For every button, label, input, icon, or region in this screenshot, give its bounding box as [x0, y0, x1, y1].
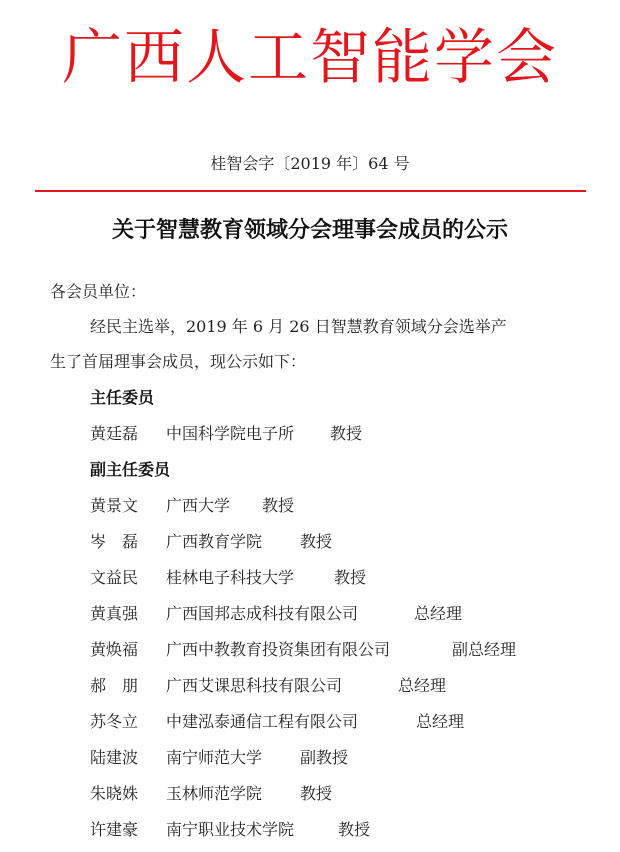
member-organization: 中建泓泰通信工程有限公司 [166, 712, 359, 731]
member-title: 教授 [338, 820, 371, 839]
member-organization: 广西艾课思科技有限公司 [166, 676, 343, 695]
member-organization: 桂林电子科技大学 [166, 568, 295, 587]
member-organization: 广西教育学院 [166, 532, 263, 551]
intro-paragraph-line-2: 生了首届理事会成员，现公示如下： [50, 352, 307, 371]
member-title: 教授 [330, 424, 363, 443]
document-number: 桂智会字〔2019 年〕64 号 [210, 154, 410, 173]
member-title: 总经理 [398, 676, 447, 695]
member-title: 教授 [262, 496, 295, 515]
member-organization: 广西国邦志成科技有限公司 [166, 604, 359, 623]
member-name: 朱晓姝 [90, 784, 139, 803]
member-organization: 中国科学院电子所 [166, 424, 295, 443]
document-title: 关于智慧教育领域分会理事会成员的公示 [111, 218, 508, 243]
member-title: 教授 [300, 532, 333, 551]
member-organization: 广西大学 [166, 496, 231, 515]
member-name: 黄廷磊 [90, 424, 139, 443]
member-name: 文益民 [90, 568, 139, 587]
member-name: 岑磊 [90, 532, 155, 551]
member-name: 陆建波 [90, 748, 139, 767]
member-organization: 南宁师范大学 [166, 748, 263, 767]
member-name: 许建豪 [90, 820, 139, 839]
member-title: 副总经理 [452, 640, 517, 659]
member-title: 教授 [300, 784, 333, 803]
member-organization: 广西中教教育投资集团有限公司 [166, 640, 391, 659]
member-name: 黄真强 [90, 604, 139, 623]
member-title: 总经理 [416, 712, 465, 731]
member-name: 黄景文 [90, 496, 139, 515]
member-organization: 南宁职业技术学院 [166, 820, 295, 839]
intro-paragraph-line-1: 经民主选举，2019 年 6 月 26 日智慧教育领域分会选举产 [90, 317, 507, 336]
greeting: 各会员单位： [50, 282, 147, 301]
member-name: 郝朋 [90, 676, 155, 695]
member-title: 教授 [334, 568, 367, 587]
vice-chair-section-heading: 副主任委员 [90, 460, 171, 479]
member-organization: 玉林师范学院 [166, 784, 263, 803]
red-divider [35, 190, 586, 192]
chair-section-heading: 主任委员 [90, 388, 155, 407]
masthead-title: 广西人工智能学会 [62, 23, 558, 93]
member-title: 总经理 [414, 604, 463, 623]
member-title: 副教授 [300, 748, 349, 767]
member-name: 黄焕福 [90, 640, 139, 659]
member-name: 苏冬立 [90, 712, 139, 731]
